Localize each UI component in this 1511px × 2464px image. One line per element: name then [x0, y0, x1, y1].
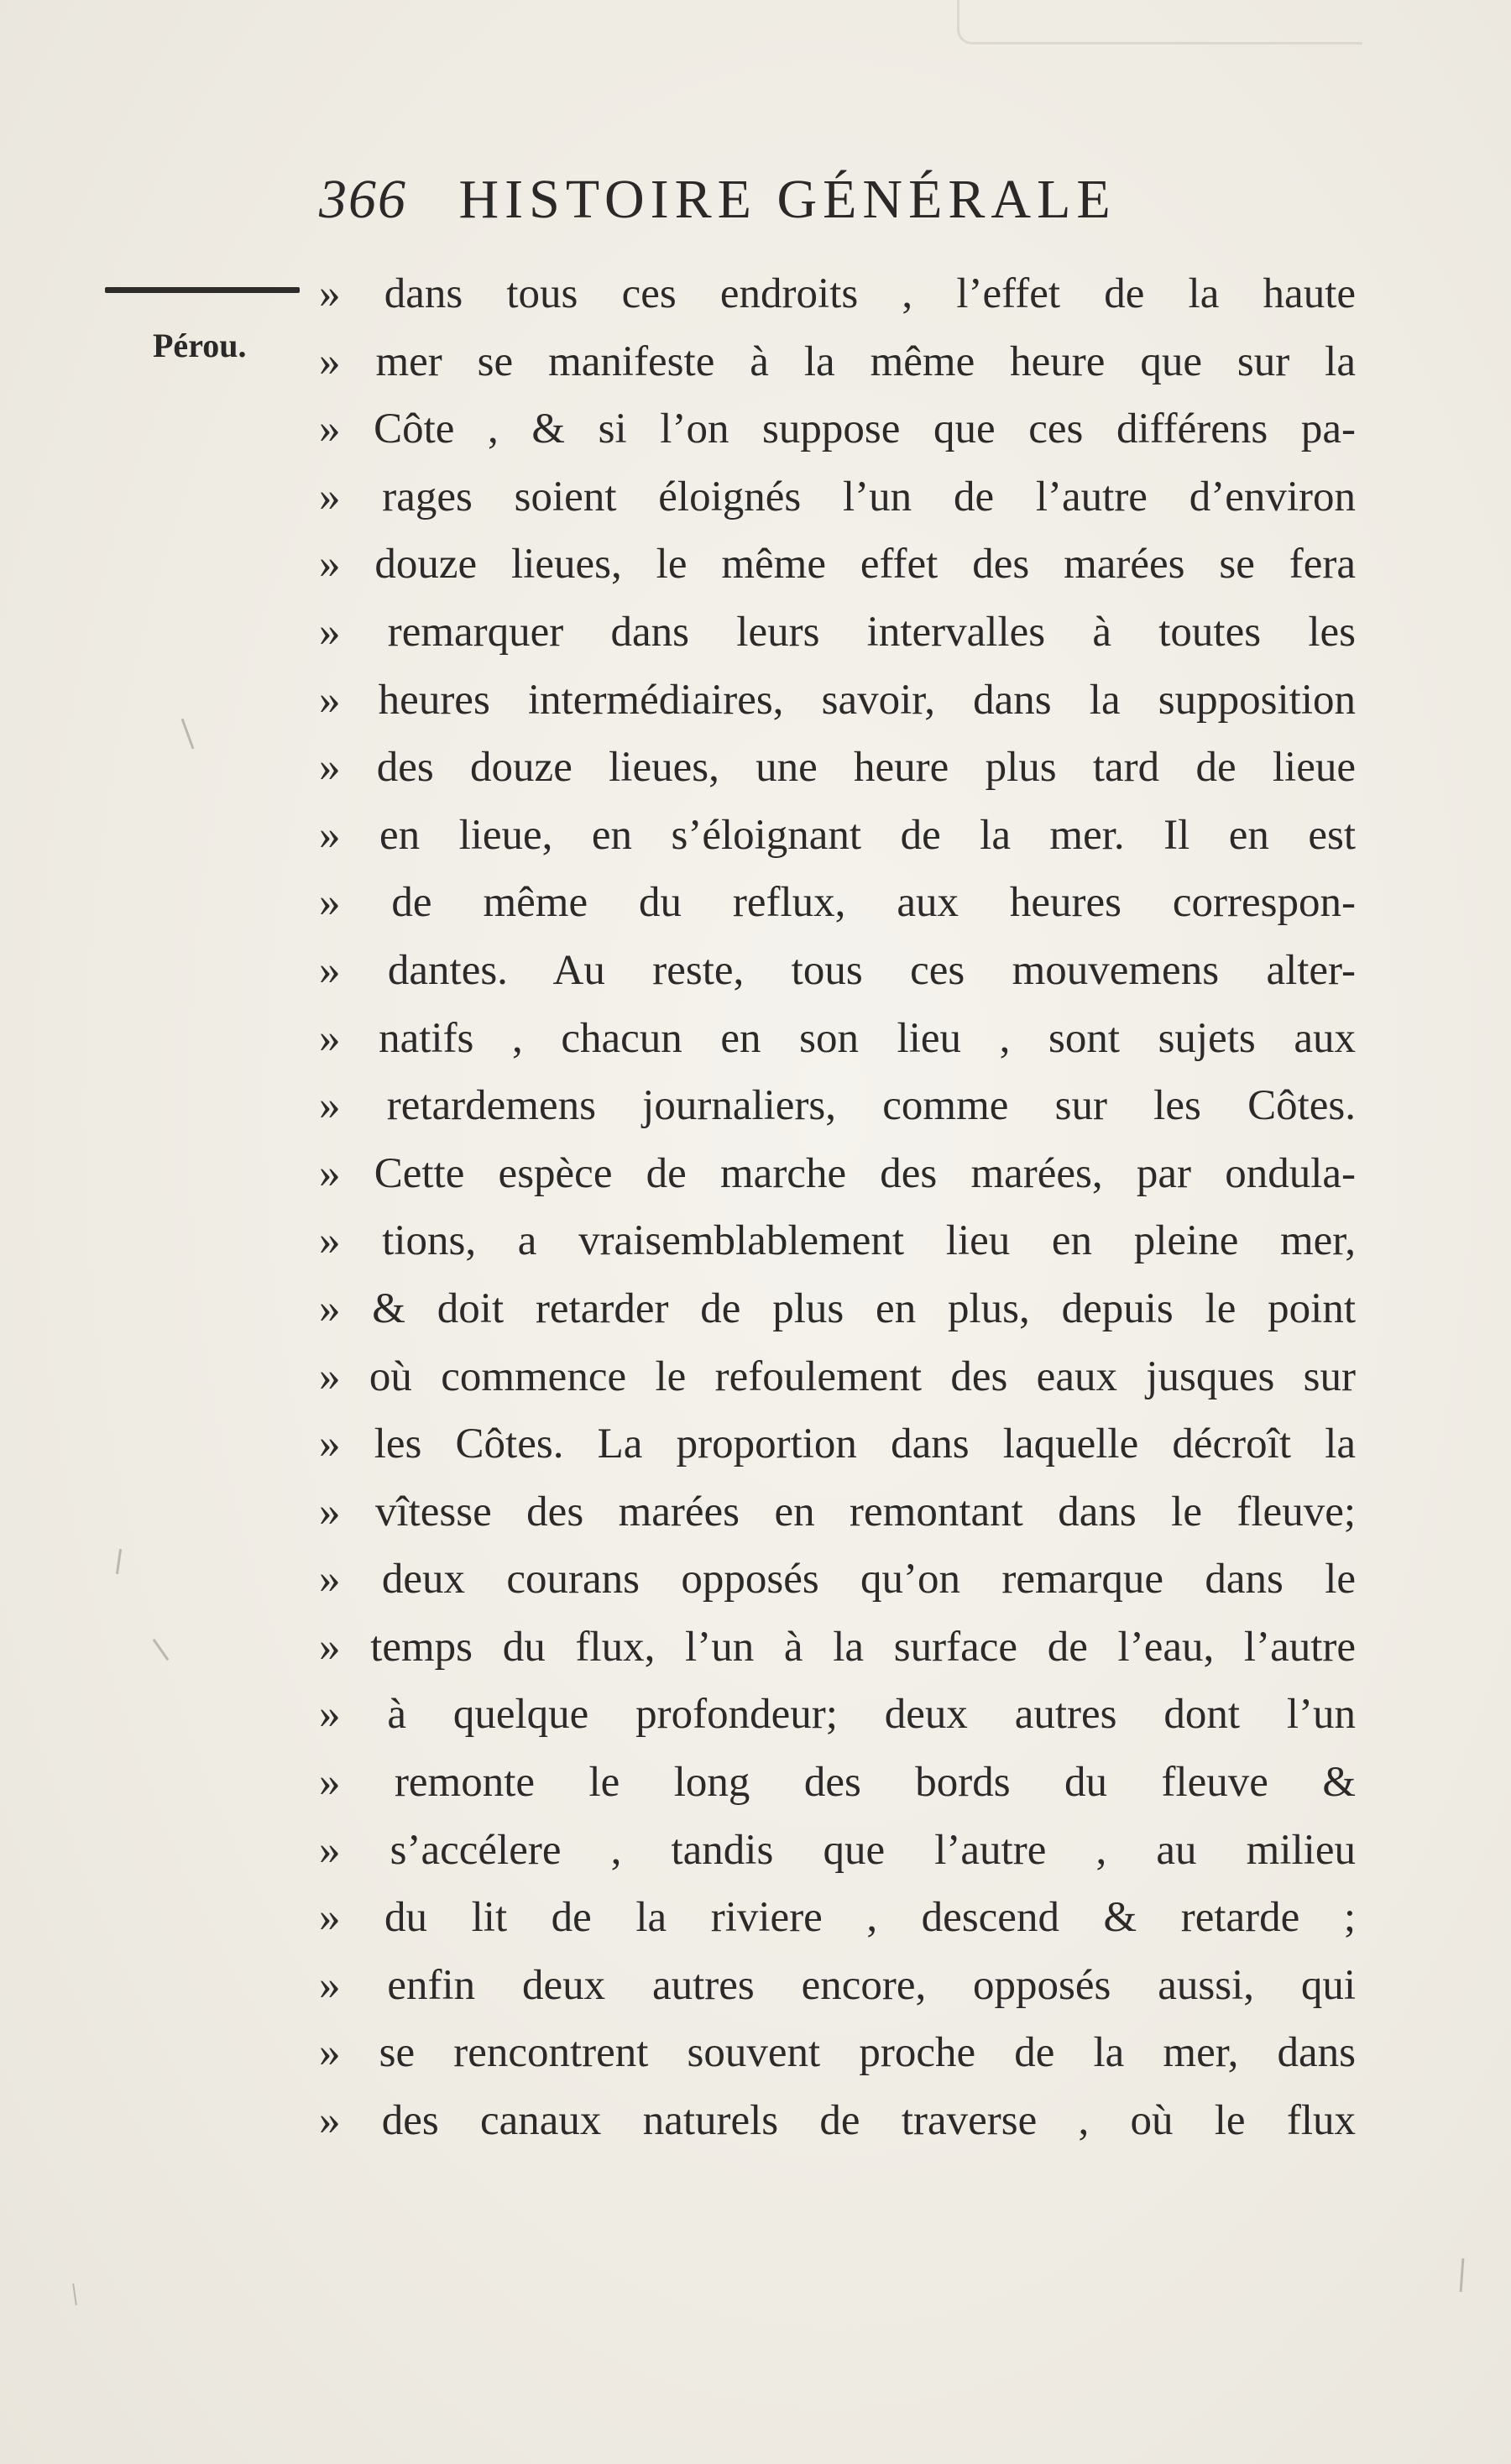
page-header	[319, 168, 1242, 243]
text-line: » des canaux naturels de traverse , où le flux	[319, 2097, 1356, 2145]
page-number: 366	[319, 169, 407, 230]
text-line: » & doit retarder de plus en plus, depuis le point	[319, 1284, 1356, 1332]
paper-speck	[181, 719, 195, 750]
text-line: » s’accélere , tandis que l’autre , au milieu	[319, 1826, 1356, 1874]
text-line: » Cette espèce de marche des marées, par ondula-	[319, 1149, 1356, 1197]
text-line: » heures intermédiaires, savoir, dans la supposition	[319, 676, 1356, 724]
text-line: » dantes. Au reste, tous ces mouvemens alter-	[319, 946, 1356, 994]
text-line: » remonte le long des bords du fleuve &	[319, 1759, 1356, 1807]
margin-rule	[105, 287, 300, 293]
text-line: » dans tous ces endroits , l’effet de la haute	[319, 270, 1356, 317]
margin-note: Pérou.	[153, 327, 247, 364]
text-line: » à quelque profondeur; deux autres dont l’un	[319, 1691, 1356, 1739]
text-line: » deux courans opposés qu’on remarque dans le	[319, 1556, 1356, 1603]
text-line: » vîtesse des marées en remontant dans le fleuve;	[319, 1488, 1356, 1535]
text-line: » de même du reflux, aux heures correspon-	[319, 879, 1356, 927]
text-line: » Côte , & si l’on suppose que ces différens pa-	[319, 405, 1356, 453]
text-line: » en lieue, en s’éloignant de la mer. Il en est	[319, 811, 1356, 859]
text-line: » enfin deux autres encore, opposés aussi, qui	[319, 1961, 1356, 2009]
body-text	[319, 260, 1356, 2155]
text-line: » rages soient éloignés l’un de l’autre d’environ	[319, 473, 1356, 521]
text-line: » natifs , chacun en son lieu , sont sujets aux	[319, 1014, 1356, 1062]
page-corner-mark	[957, 0, 1362, 44]
text-line: » du lit de la riviere , descend & retarde ;	[319, 1894, 1356, 1942]
paper-speck	[72, 2284, 77, 2305]
paper-speck	[153, 1639, 170, 1661]
paper-speck	[116, 1549, 122, 1574]
text-line: » où commence le refoulement des eaux jusques sur	[319, 1352, 1356, 1400]
text-line: » les Côtes. La proportion dans laquelle décroît la	[319, 1420, 1356, 1468]
text-line: » tions, a vraisemblablement lieu en pleine mer,	[319, 1217, 1356, 1265]
text-line: » se rencontrent souvent proche de la mer, dans	[319, 2029, 1356, 2077]
text-line: » retardemens journaliers, comme sur les Côtes.	[319, 1082, 1356, 1130]
text-line: » remarquer dans leurs intervalles à toutes les	[319, 608, 1356, 656]
running-title: HISTOIRE GÉNÉRALE	[458, 169, 1116, 230]
text-line: » temps du flux, l’un à la surface de l’eau, l’autre	[319, 1623, 1356, 1671]
text-line: » mer se manifeste à la même heure que sur la	[319, 337, 1356, 385]
paper-speck	[1460, 2258, 1465, 2292]
text-line: » des douze lieues, une heure plus tard de lieue	[319, 744, 1356, 792]
text-line: » douze lieues, le même effet des marées se fera	[319, 541, 1356, 589]
